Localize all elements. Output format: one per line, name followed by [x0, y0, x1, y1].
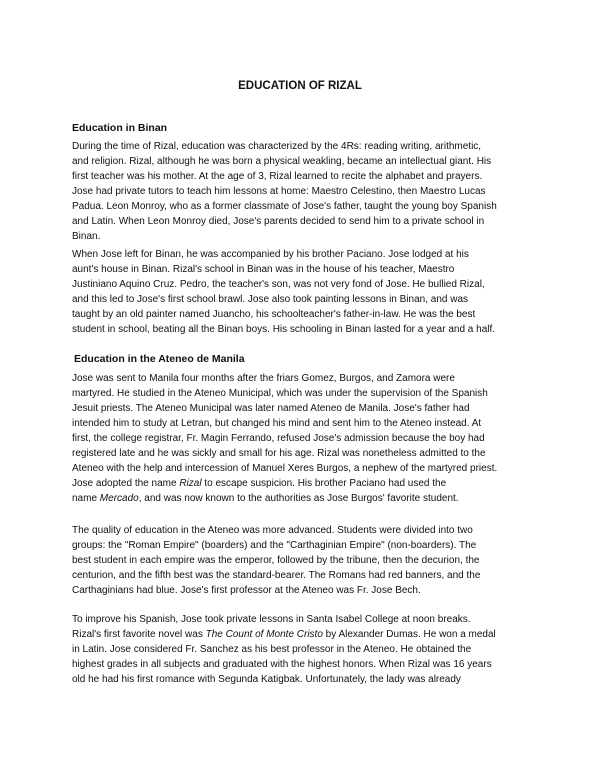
text-line: Binan. — [72, 231, 101, 242]
text-line — [72, 627, 534, 642]
section-heading-binan: Education in Binan — [72, 122, 168, 134]
italic-name-mercado: Mercado — [99, 493, 139, 504]
text-line: Jose had private tutors to teach him lessons at home: Maestro Celestino, then Maestro Lucas — [72, 186, 486, 197]
text-line: and Latin. When Leon Monroy died, Jose's parents decided to send him to a private school in — [72, 216, 485, 227]
paragraph-ateneo-3 — [72, 612, 534, 687]
paragraph-binan-2 — [72, 247, 534, 337]
text-line: and this led to Jose's first school brawl. Jose also took painting lessons in Binan, and was — [72, 294, 469, 305]
text-line: martyred. He studied in the Ateneo Municipal, which was under the supervision of the Spanish — [72, 388, 488, 399]
text-line: During the time of Rizal, education was characterized by the 4Rs: reading writing, arithmetic, — [72, 141, 482, 152]
text-fragment: Jose adopted the name — [72, 478, 180, 489]
text-line: To improve his Spanish, Jose took private lessons in Santa Isabel College at noon breaks. — [72, 614, 471, 625]
text-line — [72, 491, 534, 506]
text-line: best student in each empire was the emperor, followed by the tribune, then the decurion, the — [72, 555, 480, 566]
section-heading-ateneo: Education in the Ateneo de Manila — [74, 353, 245, 365]
text-line: intended him to study at Letran, but changed his mind and sent him to the Ateneo instead. At — [72, 418, 482, 429]
text-line: When Jose left for Binan, he was accompanied by his brother Paciano. Jose lodged at his — [72, 249, 469, 260]
text-line: aunt's house in Binan. Rizal's school in Binan was in the house of his teacher, Maestro — [72, 264, 455, 275]
text-line: centurion, and the fifth best was the standard-bearer. The Romans had red banners, and the — [72, 570, 481, 581]
text-line: taught by an old painter named Juancho, his schoolteacher's father-in-law. He was the best — [72, 309, 476, 320]
text-line: The quality of education in the Ateneo was more advanced. Students were divided into two — [72, 525, 473, 536]
page-title: EDUCATION OF RIZAL — [238, 80, 362, 92]
italic-name-rizal: Rizal — [179, 478, 202, 489]
text-line: registered late and he was sickly and small for his age. Rizal was nonetheless admitted to the — [72, 448, 486, 459]
text-fragment: , and was now known to the authorities as Jose Burgos' favorite student. — [138, 493, 459, 504]
text-fragment: Rizal's first favorite novel was — [72, 629, 206, 640]
text-fragment: to escape suspicion. His brother Paciano had used the — [201, 478, 447, 489]
text-line: in Latin. Jose considered Fr. Sanchez as his best professor in the Ateneo. He obtained the — [72, 644, 472, 655]
text-line: Justiniano Aquino Cruz. Pedro, the teacher's son, was not very fond of Jose. He bullied Rizal, — [72, 279, 485, 290]
text-line: groups: the "Roman Empire" (boarders) and the "Carthaginian Empire" (non-boarders). The — [72, 540, 477, 551]
paragraph-ateneo-2 — [72, 523, 534, 598]
text-line — [72, 476, 534, 491]
text-fragment: by Alexander Dumas. He won a medal — [322, 629, 496, 640]
paragraph-binan-1 — [72, 139, 534, 244]
italic-book-title: The Count of Monte Cristo — [205, 629, 323, 640]
text-line: Padua. Leon Monroy, who as a former classmate of Jose's father, taught the young boy Spanish — [72, 201, 497, 212]
text-fragment: name — [72, 493, 100, 504]
text-line: Ateneo with the help and intercession of Manuel Xeres Burgos, a nephew of the martyred priest. — [72, 463, 498, 474]
text-line: Jesuit priests. The Ateneo Municipal was later named Ateneo de Manila. Jose's father had — [72, 403, 470, 414]
text-line: first teacher was his mother. At the age of 3, Rizal learned to recite the alphabet and prayers. — [72, 171, 483, 182]
text-line: Jose was sent to Manila four months after the friars Gomez, Burgos, and Zamora were — [72, 373, 455, 384]
text-line: first, the college registrar, Fr. Magin Ferrando, refused Jose's admission because the boy had — [72, 433, 485, 444]
text-line: and religion. Rizal, although he was born a physical weakling, became an intellectual giant. His — [72, 156, 492, 167]
text-line: old he had his first romance with Segunda Katigbak. Unfortunately, the lady was already — [72, 674, 461, 685]
paragraph-ateneo-1 — [72, 371, 534, 506]
text-line: student in school, beating all the Binan boys. His schooling in Binan lasted for a year and a half. — [72, 324, 496, 335]
text-line: Carthaginians had blue. Jose's first professor at the Ateneo was Fr. Jose Bech. — [72, 585, 421, 596]
text-line: highest grades in all subjects and graduated with the highest honors. When Rizal was 16 years — [72, 659, 492, 670]
